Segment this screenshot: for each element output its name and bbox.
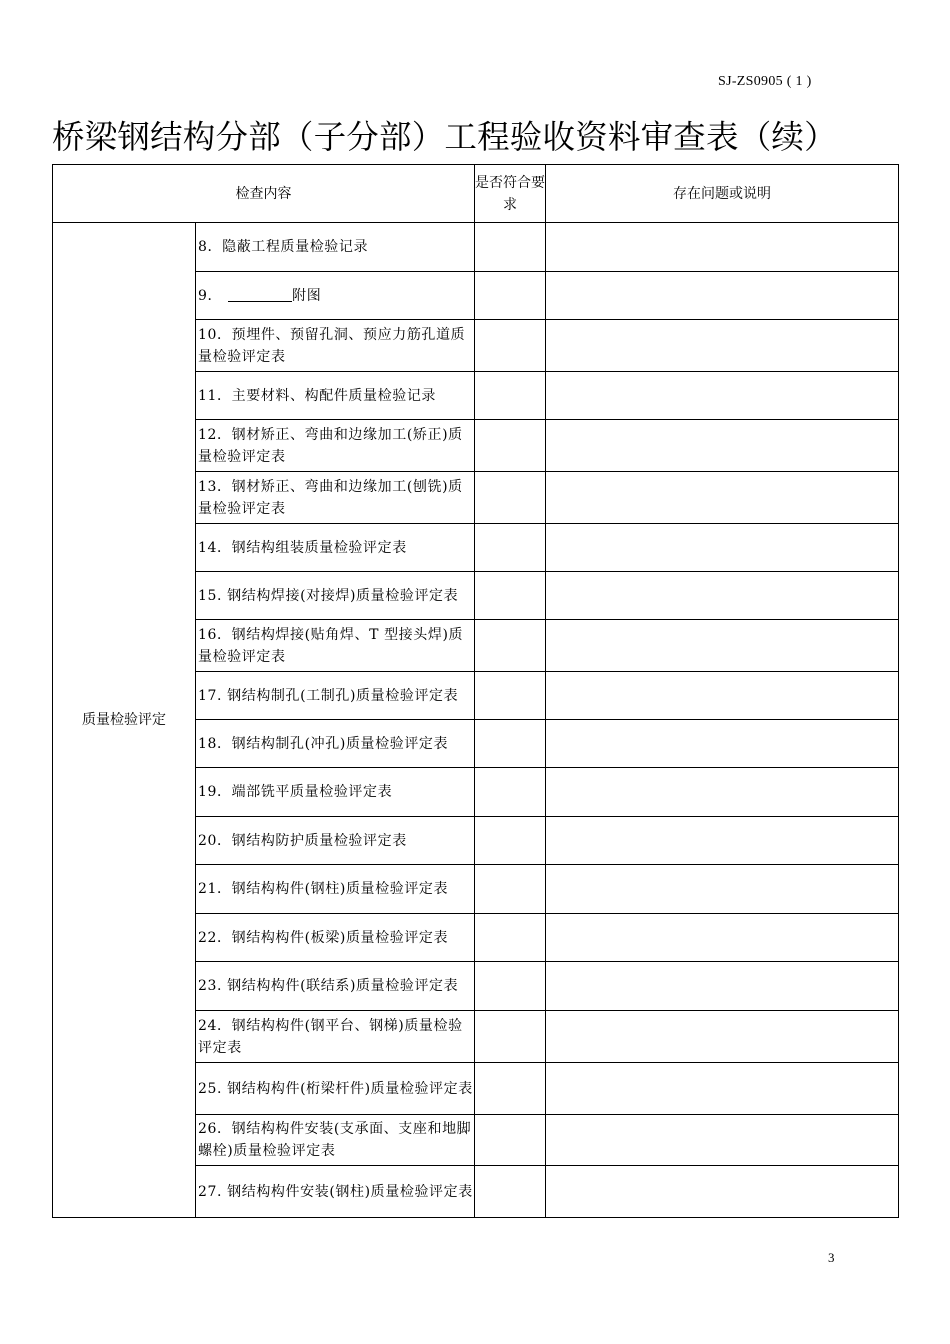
page-title: 桥梁钢结构分部（子分部）工程验收资料审查表（续） [52, 118, 837, 156]
conform-cell[interactable] [475, 1011, 546, 1063]
conform-cell[interactable] [475, 768, 546, 817]
remarks-cell[interactable] [546, 962, 899, 1011]
item-label: 26．钢结构构件安装(支承面、支座和地脚螺栓)质量检验评定表 [196, 1115, 475, 1166]
remarks-cell[interactable] [546, 1063, 899, 1115]
remarks-cell[interactable] [546, 817, 899, 865]
conform-cell[interactable] [475, 1166, 546, 1218]
item-label: 13．钢材矫正、弯曲和边缘加工(刨铣)质量检验评定表 [196, 472, 475, 524]
item-label: 16．钢结构焊接(贴角焊、T 型接头焊)质量检验评定表 [196, 620, 475, 672]
item-label: 21．钢结构构件(钢柱)质量检验评定表 [196, 865, 475, 914]
remarks-cell[interactable] [546, 524, 899, 572]
conform-cell[interactable] [475, 223, 546, 272]
fill-in-blank [228, 287, 292, 302]
remarks-cell[interactable] [546, 420, 899, 472]
table-row [53, 223, 899, 272]
item-label: 24．钢结构构件(钢平台、钢梯)质量检验评定表 [196, 1011, 475, 1063]
header-remarks: 存在问题或说明 [546, 165, 899, 223]
remarks-cell[interactable] [546, 572, 899, 620]
conform-cell[interactable] [475, 620, 546, 672]
item-label: 23. 钢结构构件(联结系)质量检验评定表 [196, 962, 475, 1011]
conform-cell[interactable] [475, 817, 546, 865]
item-label: 17. 钢结构制孔(工制孔)质量检验评定表 [196, 672, 475, 720]
item-label: 18．钢结构制孔(冲孔)质量检验评定表 [196, 720, 475, 768]
conform-cell[interactable] [475, 420, 546, 472]
remarks-cell[interactable] [546, 865, 899, 914]
remarks-cell[interactable] [546, 372, 899, 420]
remarks-cell[interactable] [546, 472, 899, 524]
header-content: 检查内容 [53, 165, 475, 223]
remarks-cell[interactable] [546, 768, 899, 817]
item-label [196, 272, 475, 320]
remarks-cell[interactable] [546, 1011, 899, 1063]
conform-cell[interactable] [475, 1115, 546, 1166]
item-number: 9． [198, 287, 223, 304]
remarks-cell[interactable] [546, 223, 899, 272]
remarks-cell[interactable] [546, 720, 899, 768]
conform-cell[interactable] [475, 272, 546, 320]
document-code: SJ-ZS0905 ( 1 ) [718, 74, 812, 89]
conform-cell[interactable] [475, 672, 546, 720]
conform-cell[interactable] [475, 914, 546, 962]
remarks-cell[interactable] [546, 672, 899, 720]
header-conform: 是否符合要求 [475, 165, 546, 223]
remarks-cell[interactable] [546, 320, 899, 372]
header-row [53, 165, 899, 223]
conform-cell[interactable] [475, 524, 546, 572]
remarks-cell[interactable] [546, 1115, 899, 1166]
item-label: 22．钢结构构件(板梁)质量检验评定表 [196, 914, 475, 962]
conform-cell[interactable] [475, 320, 546, 372]
conform-cell[interactable] [475, 962, 546, 1011]
conform-cell[interactable] [475, 865, 546, 914]
item-label: 15. 钢结构焊接(对接焊)质量检验评定表 [196, 572, 475, 620]
item-label: 20．钢结构防护质量检验评定表 [196, 817, 475, 865]
item-label: 8．隐蔽工程质量检验记录 [196, 223, 475, 272]
conform-cell[interactable] [475, 372, 546, 420]
item-label: 10．预埋件、预留孔洞、预应力筋孔道质量检验评定表 [196, 320, 475, 372]
item-label: 25. 钢结构构件(桁梁杆件)质量检验评定表 [196, 1063, 475, 1115]
conform-cell[interactable] [475, 1063, 546, 1115]
item-label: 11．主要材料、构配件质量检验记录 [196, 372, 475, 420]
item-label: 19．端部铣平质量检验评定表 [196, 768, 475, 817]
category-cell: 质量检验评定 [53, 223, 196, 1218]
review-table [52, 164, 899, 1218]
page-number: 3 [828, 1250, 835, 1265]
item-label: 14．钢结构组装质量检验评定表 [196, 524, 475, 572]
remarks-cell[interactable] [546, 1166, 899, 1218]
remarks-cell[interactable] [546, 620, 899, 672]
item-label: 12．钢材矫正、弯曲和边缘加工(矫正)质量检验评定表 [196, 420, 475, 472]
remarks-cell[interactable] [546, 272, 899, 320]
remarks-cell[interactable] [546, 914, 899, 962]
conform-cell[interactable] [475, 572, 546, 620]
item-label: 27. 钢结构构件安装(钢柱)质量检验评定表 [196, 1166, 475, 1218]
item-suffix: 附图 [292, 287, 322, 304]
conform-cell[interactable] [475, 720, 546, 768]
conform-cell[interactable] [475, 472, 546, 524]
